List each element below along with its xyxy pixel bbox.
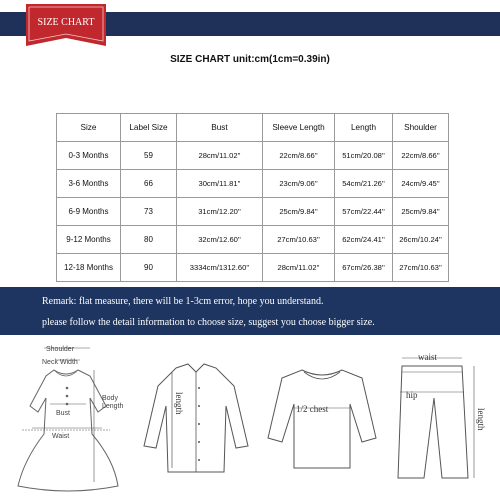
- body-length-label: Body: [102, 395, 118, 402]
- table-cell: 66: [121, 170, 177, 198]
- waist-label: Waist: [52, 433, 70, 440]
- waist-label: waist: [418, 352, 437, 362]
- table-cell: 9-12 Months: [57, 226, 121, 254]
- column-header: Size: [57, 114, 121, 142]
- table-cell: 32cm/12.60'': [177, 226, 263, 254]
- table-cell: 23cm/9.06'': [263, 170, 335, 198]
- table-cell: 6-9 Months: [57, 198, 121, 226]
- column-header: Sleeve Length: [263, 114, 335, 142]
- table-cell: 54cm/21.26'': [335, 170, 393, 198]
- shoulder-label: Shoulder: [46, 346, 75, 353]
- column-header: Length: [335, 114, 393, 142]
- body-length-label-2: Length: [102, 403, 124, 410]
- column-header: Bust: [177, 114, 263, 142]
- table-cell: 73: [121, 198, 177, 226]
- table-cell: 80: [121, 226, 177, 254]
- table-cell: 12-18 Months: [57, 254, 121, 282]
- badge-label: SIZE CHART: [37, 17, 95, 28]
- table-cell: 26cm/10.24'': [393, 226, 449, 254]
- table-cell: 90: [121, 254, 177, 282]
- table-cell: 62cm/24.41'': [335, 226, 393, 254]
- table-cell: 22cm/8.66'': [393, 142, 449, 170]
- remark-band: [0, 287, 500, 335]
- table-row: [57, 170, 449, 198]
- remark-text: Remark: flat measure, there will be 1-3cm error, hope you understand.: [42, 296, 324, 307]
- sweater-measure-diagram: [262, 364, 384, 484]
- table-cell: 31cm/12.20'': [177, 198, 263, 226]
- dress-measure-diagram: [6, 340, 132, 498]
- table-cell: 25cm/9.84'': [393, 198, 449, 226]
- column-header: Shoulder: [393, 114, 449, 142]
- table-cell: 28cm/11.02'': [177, 142, 263, 170]
- size-chart-badge: [26, 4, 106, 44]
- table-row: [57, 198, 449, 226]
- table-cell: 24cm/9.45'': [393, 170, 449, 198]
- table-cell: 57cm/22.44'': [335, 198, 393, 226]
- remark-advice-text: please follow the detail information to choose size, suggest you choose bigger size.: [42, 317, 375, 328]
- shirt-measure-diagram: [136, 360, 256, 488]
- table-header-row: [57, 114, 449, 142]
- table-cell: 27cm/10.63'': [263, 226, 335, 254]
- table-row: [57, 142, 449, 170]
- length-label: length: [174, 392, 184, 415]
- length-label: length: [476, 408, 486, 431]
- neck-width-label: Neck Width: [42, 359, 78, 366]
- table-row: [57, 226, 449, 254]
- table-cell: 22cm/8.66'': [263, 142, 335, 170]
- hip-label: hip: [406, 390, 418, 400]
- half-chest-label: 1/2 chest: [296, 404, 329, 414]
- table-cell: 25cm/9.84'': [263, 198, 335, 226]
- page-title: SIZE CHART unit:cm(1cm=0.39in): [170, 54, 330, 65]
- table-cell: 51cm/20.08'': [335, 142, 393, 170]
- column-header: Label Size: [121, 114, 177, 142]
- table-cell: 67cm/26.38'': [335, 254, 393, 282]
- table-cell: 59: [121, 142, 177, 170]
- table-cell: 30cm/11.81'': [177, 170, 263, 198]
- table-cell: 3-6 Months: [57, 170, 121, 198]
- size-table: [56, 113, 449, 282]
- bust-label: Bust: [56, 410, 71, 417]
- table-cell: 3334cm/1312.60'': [177, 254, 263, 282]
- pants-measure-diagram: [392, 348, 496, 488]
- table-cell: 27cm/10.63'': [393, 254, 449, 282]
- table-cell: 0-3 Months: [57, 142, 121, 170]
- table-row: [57, 254, 449, 282]
- table-cell: 28cm/11.02'': [263, 254, 335, 282]
